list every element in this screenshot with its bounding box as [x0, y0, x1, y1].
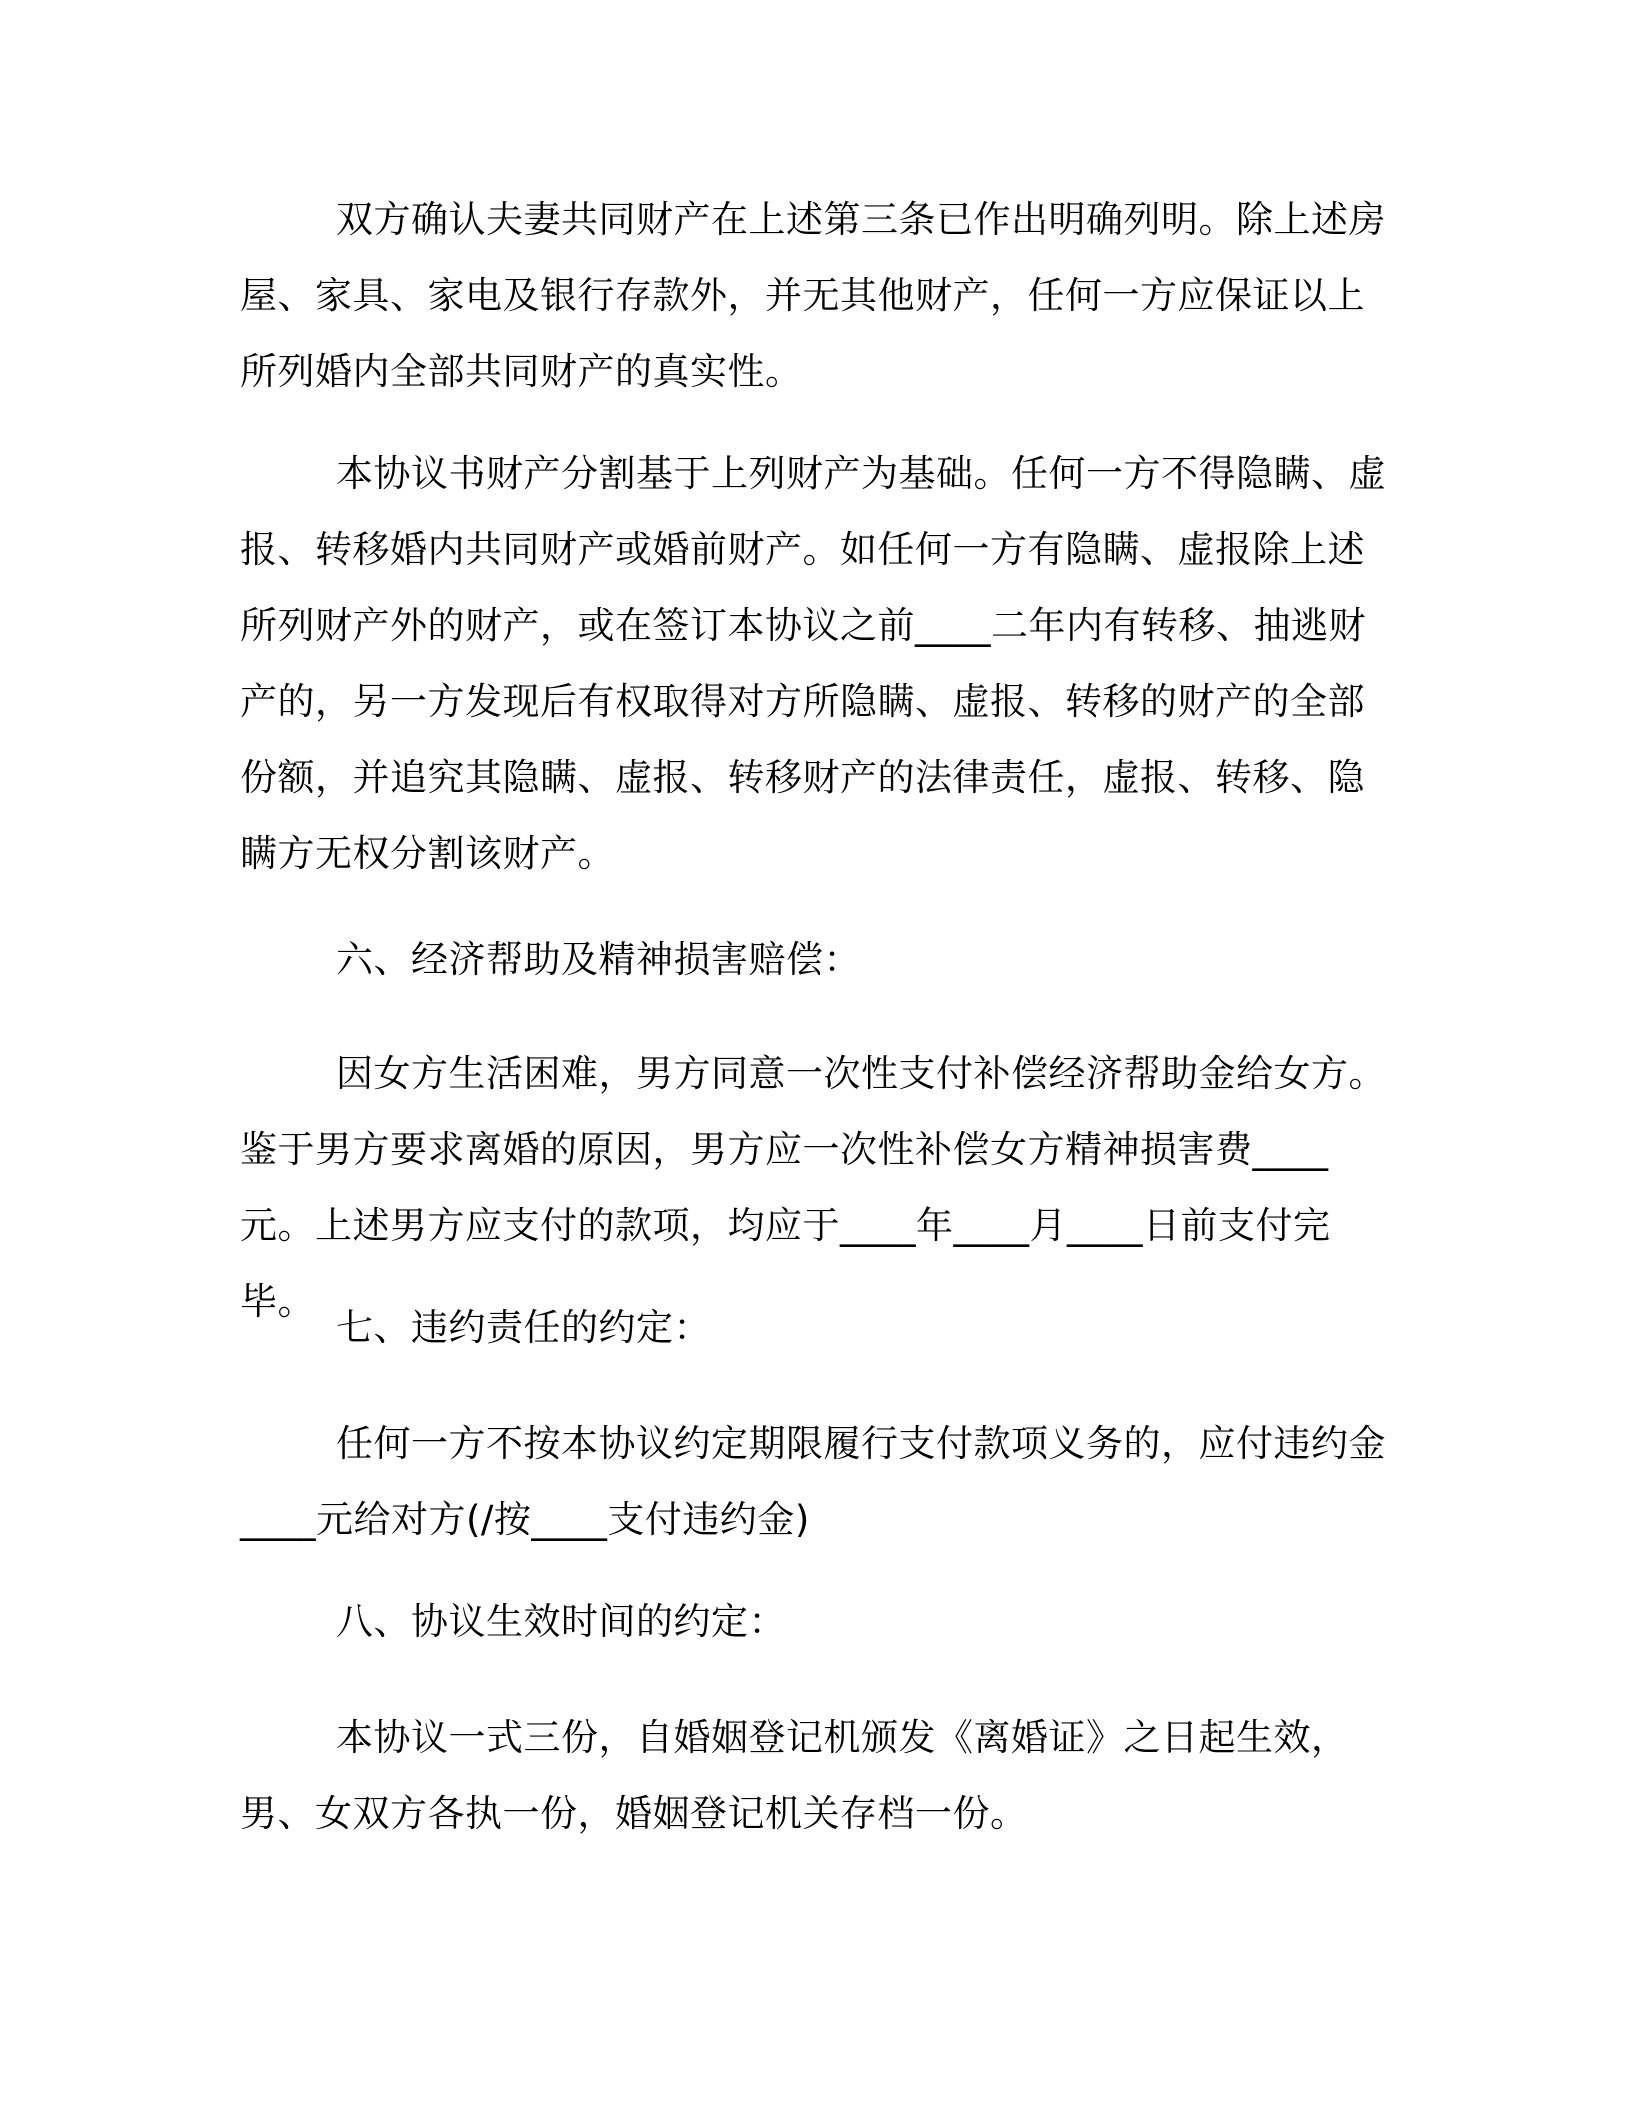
section-heading-economic-assistance: 六、经济帮助及精神损害赔偿： — [336, 938, 861, 981]
paragraph-property-division-basis: 本协议书财产分割基于上列财产为基础。任何一方不得隐瞒、虚报、转移婚内共同财产或婚前财产。如任何一方有隐瞒、虚报除上述所列财产外的财产，或在签订本协议之前____二年内有转移、抽逃财产的，另一方发现后有权取得对方所隐瞒、虚报、转移的财产的全部份额，并追究其隐瞒、虚报、转移财产的法律责任，虚报、转移、隐瞒方无权分割该财产。 — [240, 452, 1386, 875]
paragraph-joint-property-confirmation: 双方确认夫妻共同财产在上述第三条已作出明确列明。除上述房屋、家具、家电及银行存款外，并无其他财产，任何一方应保证以上所列婚内全部共同财产的真实性。 — [240, 198, 1386, 393]
section-heading-breach-liability: 七、违约责任的约定： — [336, 1306, 711, 1349]
section-heading-effective-date: 八、协议生效时间的约定： — [336, 1600, 786, 1643]
paragraph-effective-date-terms: 本协议一式三份，自婚姻登记机颁发《离婚证》之日起生效，男、女双方各执一份，婚姻登记机关存档一份。 — [240, 1716, 1349, 1835]
paragraph-breach-liability-terms: 任何一方不按本协议约定期限履行支付款项义务的，应付违约金____元给对方(/按____支付违约金) — [240, 1422, 1386, 1541]
paragraph-economic-assistance-terms: 因女方生活困难，男方同意一次性支付补偿经济帮助金给女方。鉴于男方要求离婚的原因，男方应一次性补偿女方精神损害费____元。上述男方应支付的款项，均应于____年____月____日前支付完毕。 — [240, 1052, 1386, 1323]
